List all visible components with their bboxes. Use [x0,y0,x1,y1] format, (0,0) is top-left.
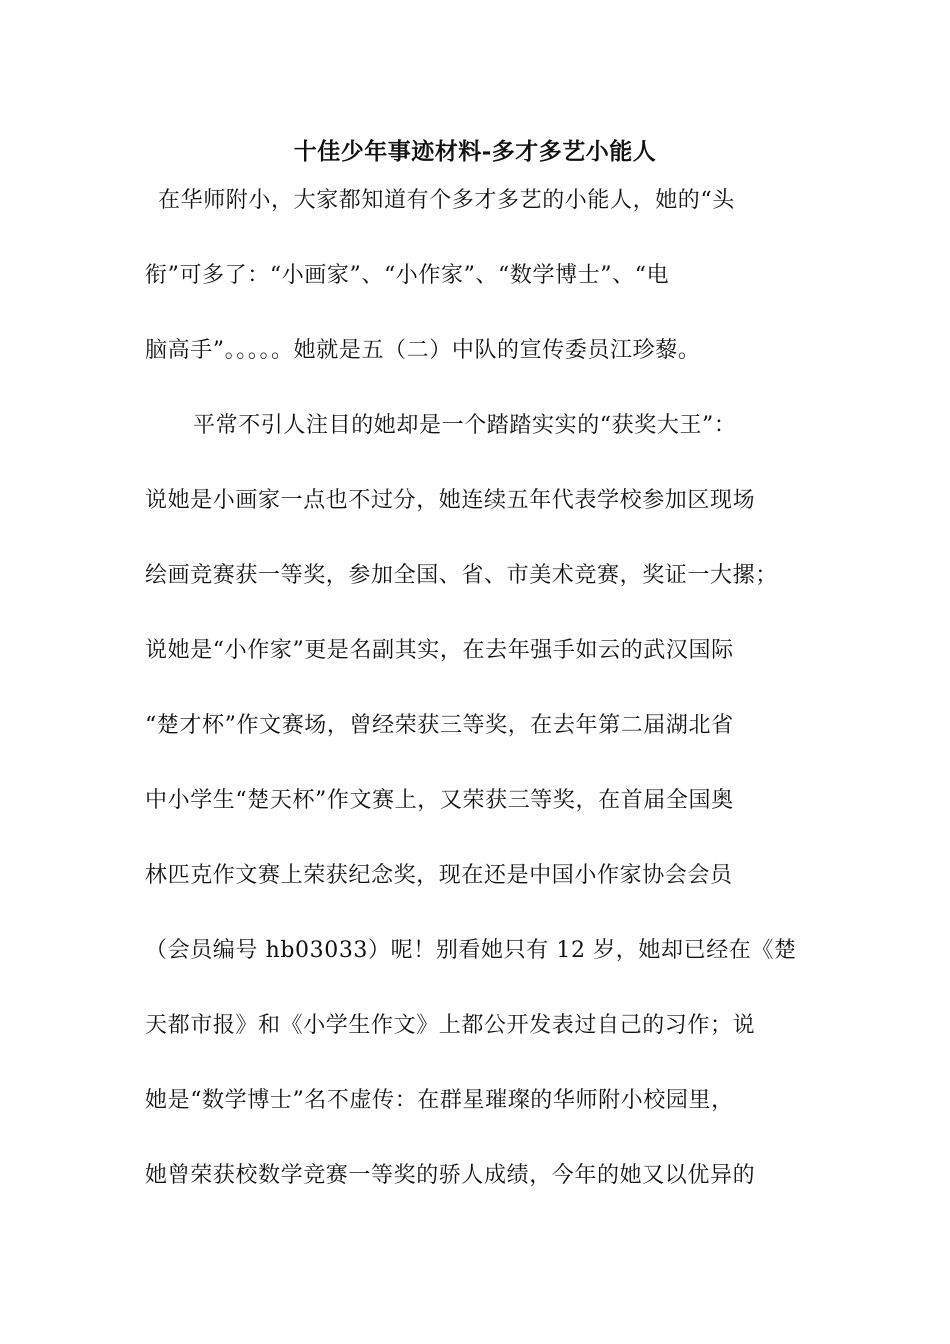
paragraph-line: 说她是“小作家”更是名副其实，在去年强手如云的武汉国际 [145,638,734,663]
paragraph-line: 在华师附小，大家都知道有个多才多艺的小能人，她的“头 [158,188,735,213]
paragraph-line: 中小学生“楚天杯”作文赛上，又荣获三等奖，在首届全国奥 [145,788,734,813]
paragraph-line: 脑高手”。。。。。她就是五（二）中队的宣传委员江珍藜。 [145,338,701,363]
paragraph-line: 她曾荣获校数学竞赛一等奖的骄人成绩，今年的她又以优异的 [145,1163,756,1188]
paragraph-line: （会员编号 hb03033）呢！别看她只有 12 岁，她却已经在《楚 [145,938,797,963]
paragraph-line: 她是“数学博士”名不虚传：在群星璀璨的华师附小校园里， [145,1088,734,1113]
paragraph-line: 绘画竞赛获一等奖，参加全国、省、市美术竞赛，奖证一大摞； [145,563,778,588]
paragraph-line: 平常不引人注目的她却是一个踏踏实实的“获奖大王”： [193,413,737,438]
paragraph-line: 林匹克作文赛上荣获纪念奖，现在还是中国小作家协会会员 [145,863,733,888]
document-title: 十佳少年事迹材料-多才多艺小能人 [293,138,657,165]
paragraph-line: 天都市报》和《小学生作文》上都公开发表过自己的习作；说 [145,1013,756,1038]
paragraph-line: 衔”可多了：“小画家”、“小作家”、“数学博士”、“电 [145,263,670,288]
paragraph-line: “楚才杯”作文赛场，曾经荣获三等奖，在去年第二届湖北省 [145,713,734,738]
paragraph-line: 说她是小画家一点也不过分，她连续五年代表学校参加区现场 [145,488,756,513]
